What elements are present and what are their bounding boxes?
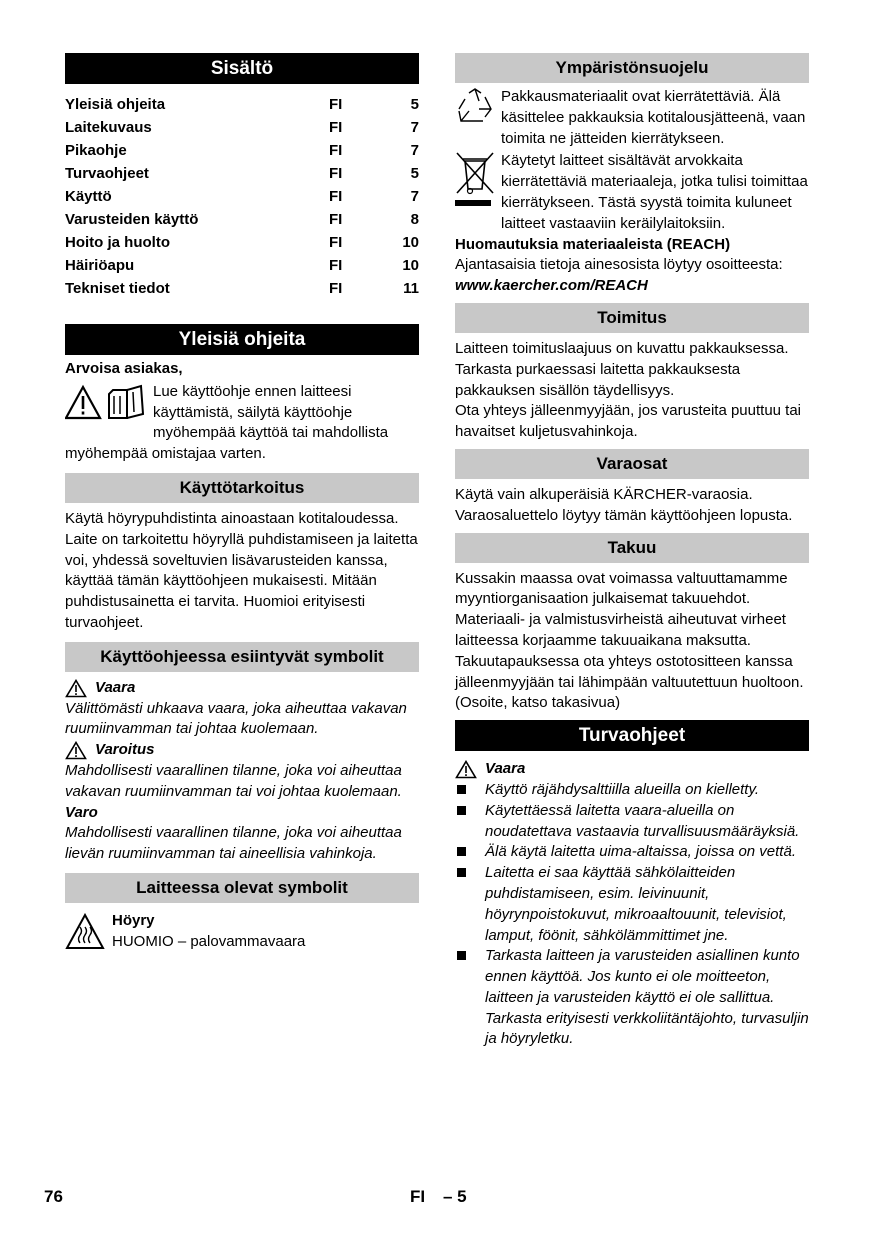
environment-heading: Ympäristönsuojelu [455, 53, 809, 83]
device-symbols-heading: Laitteessa olevat symbolit [65, 873, 419, 903]
toc-label: Laitekuvaus [65, 119, 152, 136]
danger-text: Välittömästi uhkaava vaara, joka aiheuttaa vakavan ruumiinvamman tai johtaa kuolemaan. [65, 699, 407, 738]
recycling-icon [455, 87, 495, 132]
toc-row[interactable] [65, 277, 419, 300]
warning-label: Varoitus [95, 741, 155, 759]
toc-page: 5 [410, 165, 419, 182]
bullet-square-icon [455, 842, 485, 863]
right-column [455, 53, 809, 1050]
warning-triangle-icon [455, 760, 477, 779]
warning-text: Mahdollisesti vaarallinen tilanne, joka voi aiheuttaa vakavan ruumiinvamman tai voi johtaa kuolemaan. [65, 761, 402, 800]
delivery-text-1: Laitteen toimituslaajuus on kuvattu pakkauksessa. Tarkasta purkaessasi laitetta pakkauksesta pakkauksen sisällön täydellisyys. [455, 339, 789, 399]
general-instructions [65, 382, 419, 465]
toc-row[interactable] [65, 254, 419, 277]
greeting: Arvoisa asiakas, [65, 360, 183, 377]
list-item [455, 842, 809, 863]
page-number: 76 [44, 1187, 63, 1206]
list-item-text: Laitetta ei saa käyttää sähkölaitteiden puhdistamiseen, esim. leivinuunit, höyrynpoistokuvut, mikroaaltouunit, televisiot, lamput, föönit, sähkölämmittimet jne. [485, 864, 787, 944]
toc-page: 7 [410, 188, 419, 205]
table-of-contents [65, 93, 419, 300]
left-column [65, 53, 419, 953]
caution-label: Varo [65, 803, 98, 821]
weee-bin-icon [455, 151, 495, 214]
general-text: Lue käyttöohje ennen laitteesi käyttämistä, säilytä käyttöohje myöhempää käyttöä tai mahdollista myöhempää omistajaa varten. [65, 382, 389, 463]
bullet-square-icon [455, 946, 485, 1050]
list-item [455, 780, 809, 801]
list-item [455, 946, 809, 1050]
symbols-heading: Käyttöohjeessa esiintyvät symbolit [65, 642, 419, 672]
toc-label: Tekniset tiedot [65, 280, 170, 297]
list-item-text: Käyttö räjähdysalttiilla alueilla on kielletty. [485, 780, 760, 798]
toc-page: 8 [410, 211, 419, 228]
toc-page: 10 [402, 234, 419, 251]
warranty-text: Kussakin maassa ovat voimassa valtuuttamamme myyntiorganisaation julkaisemat takuuehdot. Materiaali- ja valmistusvirheistä aiheutuvat virheet laitteessa korjaamme takuuaikana maksutta. Takuutapauksessa ota yhteys ostotositteen kanssa jälleenmyyjään tai lähimpään valtuutettuun huoltoon. [455, 569, 804, 691]
caution-text: Mahdollisesti vaarallinen tilanne, joka voi aiheuttaa lievän ruumiinvamman tai aineellisia vahinkoja. [65, 824, 402, 863]
delivery-heading: Toimitus [455, 303, 809, 333]
toc-lang: FI [329, 165, 343, 182]
steam-label: Höyry [112, 911, 155, 929]
footer-lang: FI [410, 1187, 426, 1206]
toc-lang: FI [329, 211, 343, 228]
toc-label: Varusteiden käyttö [65, 211, 199, 228]
toc-lang: FI [329, 188, 343, 205]
toc-row[interactable] [65, 162, 419, 185]
list-item-text: Älä käytä laitetta uima-altaissa, joissa on vettä. [485, 843, 796, 861]
toc-page: 11 [403, 280, 419, 297]
list-item-text: Tarkasta laitteen ja varusteiden asiallinen kunto ennen käyttöä. Jos kunto ei ole moitteeton, laitteen ja varusteiden käyttö ei ole sallittua. Tarkasta erityisesti verkkoliitäntäjohto, turvasuljin ja höyryletku. [485, 947, 809, 1048]
toc-page: 7 [410, 119, 419, 136]
steam-symbol-row [65, 911, 419, 953]
read-manual-icon [65, 384, 147, 429]
safety-heading: Turvaohjeet [455, 720, 809, 751]
spare-parts-text: Käytä vain alkuperäisiä KÄRCHER-varaosia. Varaosaluettelo löytyy tämän käyttöohjeen lopusta. [455, 485, 793, 524]
toc-row[interactable] [65, 116, 419, 139]
safety-danger-row [455, 759, 809, 780]
list-item [455, 801, 809, 843]
warning-triangle-icon [65, 679, 87, 698]
toc-lang: FI [329, 96, 343, 113]
list-item-text: Käytettäessä laitetta vaara-alueilla on noudatettava vastaavia turvallisuusmääräyksiä. [485, 801, 800, 840]
warning-label-row [65, 740, 419, 761]
toc-label: Häiriöapu [65, 257, 135, 274]
hot-steam-warning-icon [65, 913, 105, 951]
contents-heading: Sisältö [65, 53, 419, 84]
reach-heading: Huomautuksia materiaaleista (REACH) [455, 235, 731, 253]
list-item [455, 863, 809, 946]
toc-lang: FI [329, 119, 343, 136]
toc-label: Hoito ja huolto [65, 234, 170, 251]
toc-row[interactable] [65, 208, 419, 231]
old-devices-text: Käytetyt laitteet sisältävät arvokkaita kierrätettäviä materiaaleja, jotka tulisi toimittaa kierrätykseen. Tästä syystä toimita kuluneet laitteet vastaaviin keräilylaitoksiin. [501, 152, 808, 232]
warning-triangle-icon [65, 741, 87, 760]
purpose-text-2: Laite on tarkoitettu höyryllä puhdistamiseen ja laitetta voi, yhdessä soveltuvien lisävarusteiden kanssa, käyttää tämän käyttöohjeen mukaisesti. Mitään puhdistusainetta ei tarvita. Huomioi erityisesti turvaohjeet. [65, 530, 418, 631]
safety-danger-label: Vaara [485, 760, 526, 778]
spare-parts-heading: Varaosat [455, 449, 809, 479]
warranty-note: (Osoite, katso takasivua) [455, 694, 621, 712]
toc-lang: FI [329, 257, 343, 274]
toc-page: 7 [410, 142, 419, 159]
packaging-note [455, 87, 809, 149]
danger-label: Vaara [95, 678, 136, 696]
toc-lang: FI [329, 142, 343, 159]
toc-row[interactable] [65, 185, 419, 208]
warranty-heading: Takuu [455, 533, 809, 563]
bullet-square-icon [455, 801, 485, 843]
general-heading: Yleisiä ohjeita [65, 324, 419, 355]
toc-lang: FI [329, 280, 343, 297]
toc-label: Käyttö [65, 188, 112, 205]
toc-lang: FI [329, 234, 343, 251]
safety-list [455, 780, 809, 1050]
reach-url[interactable]: www.kaercher.com/REACH [455, 277, 648, 295]
toc-row[interactable] [65, 231, 419, 254]
toc-label: Yleisiä ohjeita [65, 96, 166, 113]
packaging-text: Pakkausmateriaalit ovat kierrätettäviä. Älä käsittelee pakkauksia kotitalousjätteenä, vaan toimita ne jätteiden kierrätykseen. [501, 88, 806, 147]
toc-row[interactable] [65, 93, 419, 116]
toc-label: Pikaohje [65, 142, 127, 159]
toc-page: 5 [410, 96, 419, 113]
bullet-square-icon [455, 863, 485, 946]
toc-row[interactable] [65, 139, 419, 162]
bullet-square-icon [455, 780, 485, 801]
toc-page: 10 [402, 257, 419, 274]
toc-label: Turvaohjeet [65, 165, 149, 182]
footer-section-page: – 5 [443, 1187, 467, 1206]
danger-label-row [65, 678, 419, 699]
delivery-text-2: Ota yhteys jälleenmyyjään, jos varusteita puuttuu tai havaitset kuljetusvahinkoja. [455, 402, 802, 441]
steam-text: HUOMIO – palovammavaara [112, 932, 306, 950]
reach-text: Ajantasaisia tietoja ainesosista löytyy osoitteesta: [455, 256, 783, 274]
purpose-text-1: Käytä höyrypuhdistinta ainoastaan kotitaloudessa. [65, 509, 399, 527]
old-devices-note [455, 151, 809, 234]
purpose-heading: Käyttötarkoitus [65, 473, 419, 503]
